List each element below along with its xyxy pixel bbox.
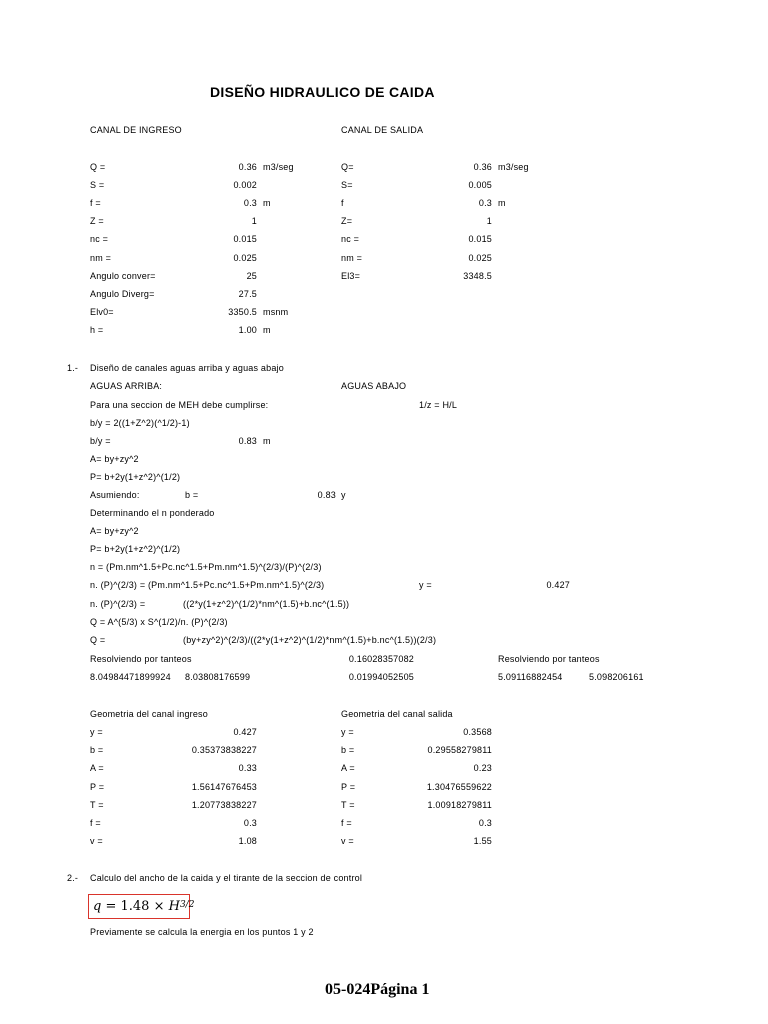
salida-param-label: Z= — [341, 216, 353, 227]
geom-salida-row-label: T = — [341, 799, 355, 810]
page-footer: 05-024Página 1 — [325, 981, 430, 998]
geom-ingreso-row-value: 0.3 — [243, 818, 257, 828]
geom-ingreso-row-value: 1.20773838227 — [191, 799, 257, 810]
geom-salida-row-value: 0.3568 — [463, 727, 492, 737]
ingreso-param-label: Elv0= — [90, 306, 114, 317]
geom-ingreso-row-value: 1.08 — [238, 836, 257, 847]
geom-ingreso-row-value: 0.427 — [233, 727, 257, 737]
q2-label: Q = — [90, 635, 106, 645]
geom-salida-row-label: b = — [341, 745, 355, 756]
geom-salida-row-value: 0.3 — [478, 818, 492, 828]
ingreso-param-label: h = — [90, 324, 104, 335]
geom-salida-row-value: 1.00918279811 — [427, 799, 492, 810]
ingreso-param-unit: m — [263, 198, 271, 209]
salida-param-value: 0.36 — [473, 162, 492, 172]
y-label: y = — [419, 580, 432, 590]
n-formula: n = (Pm.nm^1.5+Pc.nc^1.5+Pm.nm^1.5)^(2/3)/(P)^(2/3) — [90, 562, 322, 572]
geom-salida-row-label: f = — [341, 818, 352, 828]
ingreso-param-label: S = — [90, 180, 105, 191]
np2-label: n. (P)^(2/3) = — [90, 599, 146, 609]
by-label: b/y = — [90, 436, 111, 446]
geom-salida-row-label: v = — [341, 836, 354, 847]
geom-ingreso-title: Geometria del canal ingreso — [90, 709, 208, 719]
geom-salida-title: Geometria del canal salida — [341, 709, 453, 719]
by-unit: m — [263, 436, 271, 446]
geom-ingreso-row-label: b = — [90, 745, 104, 756]
asumiendo-label: Asumiendo: — [90, 490, 140, 500]
ingreso-param-label: Angulo Diverg= — [90, 288, 155, 299]
salida-param-value: 0.025 — [468, 252, 492, 263]
ingreso-param-label: Angulo conver= — [90, 270, 156, 281]
area-formula: A= by+zy^2 — [90, 454, 139, 464]
salida-param-label: f — [341, 198, 344, 209]
geom-ingreso-row-label: f = — [90, 818, 101, 828]
ingreso-param-value: 0.36 — [238, 162, 257, 172]
geom-ingreso-row-value: 1.56147676453 — [191, 781, 257, 792]
ingreso-param-label: f = — [90, 198, 101, 209]
perimeter-formula-2: P= b+2y(1+z^2)^(1/2) — [90, 544, 181, 554]
np-formula: n. (P)^(2/3) = (Pm.nm^1.5+Pc.nc^1.5+Pm.nm^1.5)^(2/3) — [90, 580, 325, 590]
q2-formula: (by+zy^2)^(2/3)/((2*y(1+z^2)^(1/2)*nm^(1.5)+b.nc^(1.5))(2/3) — [183, 635, 437, 645]
tanteo-value-a: 8.04984471899924 — [90, 672, 171, 682]
salida-param-unit: m3/seg — [498, 162, 529, 172]
salida-param-value: 0.005 — [468, 180, 492, 191]
geom-salida-row-value: 1.55 — [473, 836, 492, 847]
geom-ingreso-row-label: A = — [90, 763, 104, 774]
page-title: DISEÑO HIDRAULICO DE CAIDA — [210, 84, 435, 100]
salida-param-value: 0.015 — [468, 234, 492, 245]
ingreso-param-value: 0.002 — [233, 180, 257, 191]
ingreso-param-value: 1 — [251, 216, 257, 227]
salida-param-label: nm = — [341, 252, 363, 263]
section2-number: 2.- — [67, 873, 79, 883]
geom-ingreso-row-value: 0.33 — [238, 763, 257, 774]
ingreso-param-unit: m3/seg — [263, 162, 294, 172]
tanteo-mid-top: 0.16028357082 — [348, 654, 414, 664]
formula-exponent: 3/2 — [179, 899, 195, 910]
salida-param-value: 0.3 — [478, 198, 492, 209]
ingreso-param-value: 27.5 — [238, 288, 257, 299]
asumiendo-unit: y — [341, 490, 346, 500]
canal-salida-heading: CANAL DE SALIDA — [341, 125, 424, 135]
salida-param-unit: m — [498, 198, 506, 209]
ingreso-param-value: 0.025 — [233, 252, 257, 263]
n-ponderado-title: Determinando el n ponderado — [90, 508, 215, 518]
geom-ingreso-row-label: v = — [90, 836, 103, 847]
ingreso-param-value: 1.00 — [238, 324, 257, 335]
q-formula: Q = A^(5/3) x S^(1/2)/n. (P)^(2/3) — [90, 617, 228, 627]
tanteo-value-d: 5.098206161 — [589, 672, 644, 682]
y-value: 0.427 — [546, 580, 570, 590]
salida-param-label: nc = — [341, 234, 360, 245]
salida-param-label: El3= — [341, 270, 361, 281]
ingreso-param-value: 0.3 — [243, 198, 257, 209]
aguas-arriba-label: AGUAS ARRIBA: — [90, 381, 163, 391]
ingreso-param-label: nm = — [90, 252, 112, 263]
geom-salida-row-value: 1.30476559622 — [426, 781, 492, 792]
ingreso-param-value: 25 — [246, 270, 257, 281]
salida-param-label: Q= — [341, 162, 354, 172]
aguas-abajo-label: AGUAS ABAJO — [341, 381, 407, 391]
geom-salida-row-label: A = — [341, 763, 355, 774]
ingreso-param-label: Z = — [90, 216, 104, 227]
geom-ingreso-row-label: P = — [90, 781, 105, 792]
salida-param-value: 3348.5 — [463, 270, 492, 281]
geom-ingreso-row-label: y = — [90, 727, 103, 737]
energy-note: Previamente se calcula la energia en los puntos 1 y 2 — [90, 927, 314, 937]
geom-salida-row-value: 0.23 — [473, 763, 492, 774]
canal-ingreso-heading: CANAL DE INGRESO — [90, 125, 182, 135]
ingreso-param-unit: m — [263, 324, 271, 335]
perimeter-formula: P= b+2y(1+z^2)^(1/2) — [90, 472, 181, 482]
np2-formula: ((2*y(1+z^2)^(1/2)*nm^(1.5)+b.nc^(1.5)) — [183, 599, 350, 609]
tanteo-mid-bottom: 0.01994052505 — [348, 672, 414, 682]
discharge-formula — [88, 894, 195, 919]
section1-number: 1.- — [67, 363, 79, 373]
geom-ingreso-row-value: 0.35373838227 — [191, 745, 257, 756]
formula-lhs: q — [93, 899, 102, 914]
ingreso-param-unit: msnm — [263, 306, 289, 317]
meh-relation: 1/z = H/L — [419, 400, 458, 410]
tanteo-value-b: 8.03808176599 — [185, 672, 251, 682]
ingreso-param-value: 0.015 — [233, 234, 257, 245]
ingreso-param-value: 3350.5 — [228, 306, 257, 317]
area-formula-2: A= by+zy^2 — [90, 526, 139, 536]
geom-ingreso-row-label: T = — [90, 799, 104, 810]
tanteo-label-right: Resolviendo por tanteos — [498, 654, 600, 664]
geom-salida-row-label: y = — [341, 727, 354, 737]
section2-title: Calculo del ancho de la caida y el tirante de la seccion de control — [90, 873, 363, 883]
geom-salida-row-label: P = — [341, 781, 356, 792]
by-formula: b/y = 2((1+Z^2)(^1/2)-1) — [90, 418, 190, 428]
formula-mid: = 1.48 × — [101, 899, 169, 914]
tanteo-value-c: 5.09116882454 — [498, 672, 563, 682]
salida-param-value: 1 — [486, 216, 492, 227]
asumiendo-b-label: b = — [185, 490, 199, 500]
formula-var: H — [168, 899, 180, 914]
ingreso-param-label: nc = — [90, 234, 109, 245]
asumiendo-value: 0.83 — [317, 490, 336, 500]
tanteo-label-left: Resolviendo por tanteos — [90, 654, 192, 664]
ingreso-param-label: Q = — [90, 162, 106, 172]
section1-title: Diseño de canales aguas arriba y aguas abajo — [90, 363, 284, 373]
geom-salida-row-value: 0.29558279811 — [427, 745, 492, 756]
salida-param-label: S= — [341, 180, 353, 191]
by-value: 0.83 — [238, 436, 257, 446]
meh-condition: Para una seccion de MEH debe cumplirse: — [90, 400, 269, 410]
